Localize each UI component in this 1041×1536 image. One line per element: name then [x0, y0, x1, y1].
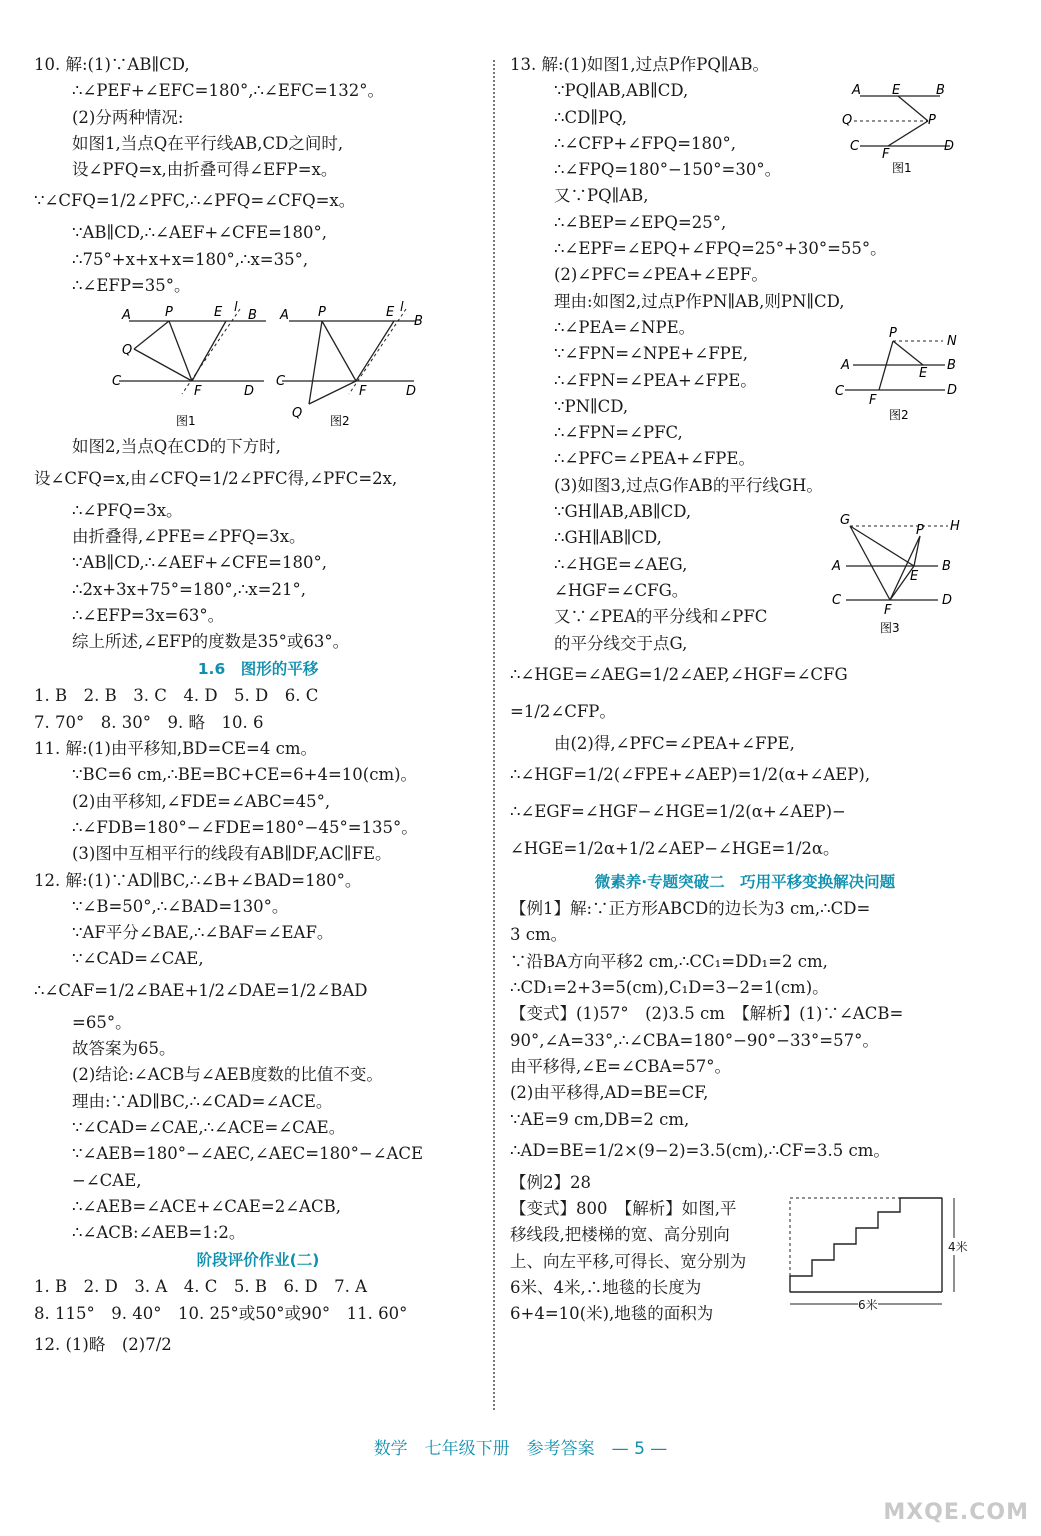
q13-part1	[510, 52, 980, 657]
example-line: 【例2】28	[510, 1172, 591, 1192]
svg-text:图1: 图1	[176, 414, 196, 429]
q13-line: ∵PQ∥AB,AB∥CD,	[554, 81, 689, 101]
q12-line: ∵∠B=50°,∴∠BAD=130°。	[72, 896, 289, 916]
example-2	[510, 1170, 980, 1328]
example-line: 【例1】解:∵正方形ABCD的边长为3 cm,∴CD=	[510, 899, 871, 919]
svg-text:A: A	[841, 358, 850, 373]
q10-line: 由折叠得,∠PFE=∠PFQ=3x。	[72, 526, 306, 546]
section-title-1-6: 1.6 图形的平移	[197, 660, 319, 679]
q10-line: ∴∠PEF+∠EFC=180°,∴∠EFC=132°。	[72, 81, 385, 101]
svg-text:Q: Q	[842, 113, 853, 128]
svg-text:l: l	[400, 300, 404, 316]
svg-text:P: P	[916, 523, 924, 538]
q13-part2	[510, 657, 980, 868]
answers-1-6: 7. 70° 8. 30° 9. 略 10. 6	[34, 712, 264, 732]
q13-line: ∴∠PEA=∠NPE。	[554, 317, 696, 337]
svg-text:A: A	[280, 308, 289, 324]
q13-line: 的平分线交于点G,	[554, 633, 688, 653]
q12-line: ∵∠AEB=180°−∠AEC,∠AEC=180°−∠ACE	[72, 1144, 424, 1164]
q13-line: 又∵∠PEA的平分线和∠PFC	[554, 607, 768, 627]
svg-text:E: E	[214, 305, 223, 321]
svg-text:P: P	[889, 327, 897, 341]
svg-text:Q: Q	[122, 343, 133, 359]
svg-text:D: D	[944, 139, 955, 154]
svg-text:C: C	[276, 374, 286, 390]
q11-line: 11. 解:(1)由平移知,BD=CE=4 cm。	[34, 739, 317, 759]
q10-line: 如图1,当点Q在平行线AB,CD之间时,	[72, 133, 344, 153]
svg-text:A: A	[122, 308, 131, 324]
q13-line: ∵GH∥AB,AB∥CD,	[554, 502, 692, 522]
q10-part1	[34, 52, 482, 299]
svg-text:A: A	[852, 83, 861, 98]
example-line: (2)由平移得,AD=BE=CF,	[510, 1083, 709, 1103]
q12	[34, 868, 482, 1247]
q10-line: ∴∠PFQ=3x。	[72, 500, 183, 520]
svg-text:A: A	[832, 559, 841, 574]
svg-text:E: E	[386, 305, 395, 321]
svg-text:P: P	[318, 305, 326, 321]
svg-text:l: l	[234, 300, 238, 316]
q11-line: ∵BC=6 cm,∴BE=BC+CE=6+4=10(cm)。	[72, 765, 418, 785]
svg-text:B: B	[936, 83, 945, 98]
q13-line: 由(2)得,∠PFC=∠PEA+∠FPE,	[554, 733, 795, 753]
example-line: ∴AD=BE=1/2×(9−2)=3.5(cm),∴CF=3.5 cm。	[510, 1140, 890, 1160]
q13-line: ∴∠CFP+∠FPQ=180°,	[554, 133, 737, 153]
svg-text:E: E	[892, 83, 901, 98]
q10-line: 设∠CFQ=x,由∠CFQ=1/2∠PFC得,∠PFC=2x,	[34, 468, 398, 488]
q12-line: ∵∠CAD=∠CAE,	[72, 949, 204, 969]
q12-line: =65°。	[72, 1012, 132, 1032]
q10-part2	[34, 434, 482, 655]
example-line: ∴CD₁=2+3=5(cm),C₁D=3−2=1(cm)。	[510, 978, 829, 998]
svg-text:F: F	[884, 603, 892, 618]
svg-text:F: F	[359, 384, 367, 400]
q10-line: ∴∠EFP=3x=63°。	[72, 605, 225, 625]
svg-text:D: D	[942, 593, 953, 608]
right-column	[510, 52, 980, 1328]
q12-line: −∠CAE,	[72, 1170, 142, 1190]
q10-line: ∴2x+3x+75°=180°,∴x=21°,	[72, 579, 306, 599]
q11	[34, 736, 482, 867]
section-title-stage-eval: 阶段评价作业(二)	[196, 1251, 320, 1270]
svg-text:D: D	[244, 384, 255, 400]
q13-line: ∠HGE=1/2α+1/2∠AEP−∠HGE=1/2α。	[510, 839, 840, 859]
q13-line: (2)∠PFC=∠PEA+∠EPF。	[554, 265, 768, 285]
example-line: ∵AE=9 cm,DB=2 cm,	[510, 1109, 690, 1129]
q13-figure-1	[840, 82, 970, 177]
svg-text:C: C	[832, 593, 842, 608]
example-line: 【变式】800 【解析】如图,平	[510, 1199, 737, 1219]
answers-stage: 1. B 2. D 3. A 4. C 5. B 6. D 7. A	[34, 1277, 368, 1297]
svg-text:C: C	[112, 374, 122, 390]
svg-text:E: E	[910, 569, 919, 584]
section-title-micro: 微素养·专题突破二 巧用平移变换解决问题	[594, 873, 896, 892]
q10-line: ∵∠CFQ=1/2∠PFC,∴∠PFQ=∠CFQ=x。	[34, 191, 356, 211]
svg-text:P: P	[165, 305, 173, 321]
stairs-width-label: 6米	[858, 1297, 878, 1312]
q13-line: 又∵PQ∥AB,	[554, 186, 649, 206]
q13-line: ∵∠FPN=∠NPE+∠FPE,	[554, 344, 749, 364]
q13-line: ∴∠BEP=∠EPQ=25°,	[554, 212, 727, 232]
q11-line: (3)图中互相平行的线段有AB∥DF,AC∥FE。	[72, 844, 392, 864]
page-footer: 数学 七年级下册 参考答案 — 5 —	[373, 1439, 668, 1459]
svg-text:D: D	[947, 383, 958, 398]
q13-line: ∴∠PFC=∠PEA+∠FPE。	[554, 449, 755, 469]
svg-text:H: H	[950, 519, 960, 534]
svg-text:D: D	[406, 384, 417, 400]
svg-text:F: F	[882, 147, 890, 162]
svg-text:E: E	[919, 366, 928, 381]
svg-text:B: B	[414, 314, 423, 330]
q13-line: ∵PN∥CD,	[554, 396, 629, 416]
q10-line: ∴∠EFP=35°。	[72, 276, 191, 296]
svg-text:P: P	[928, 113, 936, 128]
q13-line: ∴∠HGE=∠AEG,	[554, 554, 688, 574]
q13-figure-2	[835, 327, 970, 427]
q10-line: 10. 解:(1)∵AB∥CD,	[34, 55, 190, 74]
example-line: 移线段,把楼梯的宽、高分别向	[510, 1225, 730, 1245]
q10-line: ∵AB∥CD,∴∠AEF+∠CFE=180°,	[72, 223, 327, 243]
svg-text:N: N	[947, 334, 957, 349]
svg-text:B: B	[947, 358, 956, 373]
answers-stage: 12. (1)略 (2)7/2	[34, 1334, 172, 1354]
q13-line: 理由:如图2,过点P作PN∥AB,则PN∥CD,	[554, 291, 845, 311]
example-line: 上、向左平移,可得长、宽分别为	[510, 1251, 747, 1271]
q12-line: 12. 解:(1)∵AD∥BC,∴∠B+∠BAD=180°。	[34, 870, 362, 890]
q13-line: ∴∠FPN=∠PEA+∠FPE。	[554, 370, 757, 390]
q12-line: (2)结论:∠ACB与∠AEB度数的比值不变。	[72, 1065, 383, 1085]
q13-line: ∴∠FPQ=180°−150°=30°。	[554, 160, 782, 180]
q12-line: ∴∠CAF=1/2∠BAE+1/2∠DAE=1/2∠BAD	[34, 980, 368, 1000]
q13-line: 13. 解:(1)如图1,过点P作PQ∥AB。	[510, 55, 770, 74]
example-line: 6+4=10(米),地毯的面积为	[510, 1304, 714, 1324]
q12-line: 理由:∵AD∥BC,∴∠CAD=∠ACE。	[72, 1091, 333, 1111]
q12-line: ∵∠CAD=∠CAE,∴∠ACE=∠CAE。	[72, 1117, 346, 1137]
example-line: 3 cm。	[510, 925, 568, 945]
column-divider	[493, 60, 495, 1410]
q13-line: ∴∠HGE=∠AEG=1/2∠AEP,∠HGF=∠CFG	[510, 664, 848, 684]
svg-text:F: F	[869, 393, 877, 408]
svg-text:B: B	[942, 559, 951, 574]
svg-text:G: G	[840, 513, 851, 528]
answers-stage: 8. 115° 9. 40° 10. 25°或50°或90° 11. 60°	[34, 1303, 408, 1323]
example-line: 6米、4米,∴地毯的长度为	[510, 1277, 702, 1297]
q12-line: ∴∠ACB:∠AEB=1:2。	[72, 1223, 246, 1243]
example-line: 【变式】(1)57° (2)3.5 cm 【解析】(1)∵∠ACB=	[510, 1004, 904, 1024]
q13-line: ∴∠FPN=∠PFC,	[554, 423, 683, 443]
q10-figures	[34, 299, 482, 434]
q10-line: 综上所述,∠EFP的度数是35°或63°。	[72, 632, 350, 652]
fig-caption: 图1	[892, 161, 912, 175]
example-line: 90°,∠A=33°,∴∠CBA=180°−90°−33°=57°。	[510, 1030, 879, 1050]
q12-line: ∴∠AEB=∠ACE+∠CAE=2∠ACB,	[72, 1196, 341, 1216]
q13-line: ∴CD∥PQ,	[554, 107, 628, 127]
q11-line: (2)由平移知,∠FDE=∠ABC=45°,	[72, 791, 331, 811]
answers-1-6: 1. B 2. B 3. C 4. D 5. D 6. C	[34, 686, 319, 706]
q13-line: ∴∠EGF=∠HGF−∠HGE=1/2(α+∠AEP)−	[510, 802, 846, 822]
example-line: 由平移得,∠E=∠CBA=57°。	[510, 1056, 732, 1076]
q10-line: ∴75°+x+x+x=180°,∴x=35°,	[72, 249, 309, 269]
q13-figure-3	[828, 512, 968, 642]
q10-line: (2)分两种情况:	[72, 107, 184, 127]
stairs-height-label: 4米	[948, 1239, 968, 1254]
example-1	[510, 896, 980, 1170]
svg-text:C: C	[835, 384, 845, 399]
q13-line: =1/2∠CFP。	[510, 701, 616, 721]
q13-line: ∴∠HGF=1/2(∠FPE+∠AEP)=1/2(α+∠AEP),	[510, 765, 871, 785]
svg-text:B: B	[248, 308, 257, 324]
svg-text:图3: 图3	[880, 621, 900, 635]
q11-line: ∴∠FDB=180°−∠FDE=180°−45°=135°。	[72, 817, 418, 837]
svg-text:Q: Q	[292, 406, 303, 422]
example-line: ∵沿BA方向平移2 cm,∴CC₁=DD₁=2 cm,	[510, 951, 828, 971]
q12-line: ∵AF平分∠BAE,∴∠BAF=∠EAF。	[72, 923, 334, 943]
q12-line: 故答案为65。	[72, 1039, 176, 1059]
q10-line: 设∠PFQ=x,由折叠可得∠EFP=x。	[72, 160, 338, 180]
svg-text:图2: 图2	[889, 408, 909, 422]
svg-text:图2: 图2	[330, 414, 350, 429]
svg-text:C: C	[850, 139, 860, 154]
q10-line: ∵AB∥CD,∴∠AEF+∠CFE=180°,	[72, 553, 327, 573]
q13-line: ∴GH∥AB∥CD,	[554, 528, 662, 548]
q13-line: ∴∠EPF=∠EPQ+∠FPQ=25°+30°=55°。	[554, 239, 887, 259]
svg-text:F: F	[194, 384, 202, 400]
watermark: MXQE.COM	[883, 1500, 1029, 1525]
q10-line: 如图2,当点Q在CD的下方时,	[72, 437, 281, 457]
left-column	[34, 52, 482, 1364]
stairs-figure	[784, 1194, 974, 1314]
q13-line: (3)如图3,过点G作AB的平行线GH。	[554, 475, 823, 495]
q13-line: ∠HGF=∠CFG。	[554, 580, 689, 600]
